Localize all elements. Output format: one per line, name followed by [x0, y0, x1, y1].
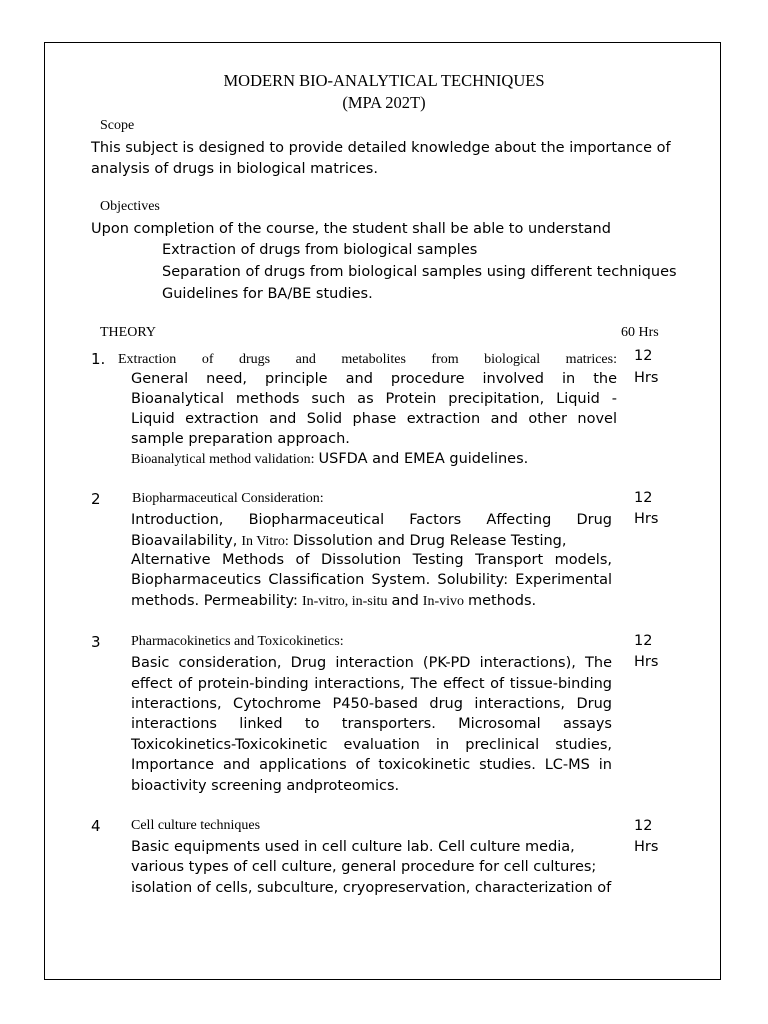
scope-line: analysis of drugs in biological matrices.	[91, 161, 378, 177]
unit-text-line	[131, 592, 536, 610]
unit-hours-unit: Hrs	[634, 370, 659, 386]
objective-item: Guidelines for BA/BE studies.	[162, 286, 373, 302]
page-title: MODERN BIO-ANALYTICAL TECHNIQUES	[223, 71, 545, 90]
objective-item: Extraction of drugs from biological samples	[162, 242, 478, 258]
objective-item: Separation of drugs from biological samples using different techniques	[162, 264, 677, 280]
unit-text-line: Introduction, Biopharmaceutical Factors Affecting Drug	[131, 512, 612, 528]
unit-hours-unit: Hrs	[634, 839, 659, 855]
unit-text-line: isolation of cells, subculture, cryopreservation, characterization of	[131, 880, 612, 896]
course-code: (MPA 202T)	[342, 93, 426, 112]
unit-number: 3	[91, 633, 101, 651]
unit-hours-unit: Hrs	[634, 511, 659, 527]
unit-text-line: bioactivity screening andproteomics.	[131, 778, 400, 794]
unit-text-line: Bioanalytical methods such as Protein precipitation, Liquid -	[131, 391, 617, 407]
unit-text-line: Basic consideration, Drug interaction (PK-PD interactions), The	[131, 655, 612, 671]
unit-number: 1.	[91, 350, 106, 368]
unit-text-line: Importance and applications of toxicokinetic studies. LC-MS in	[131, 757, 612, 773]
unit-heading: Extraction of drugs and metabolites from biological matrices:	[118, 352, 617, 367]
unit-text-line: Biopharmaceutics Classification System. Solubility: Experimental	[131, 572, 612, 588]
text-fragment: Dissolution and Drug Release Testing,	[292, 533, 567, 549]
unit-text-line: interactions, Cytochrome P450-based drug interactions, Drug	[131, 696, 612, 712]
unit-text-line: interactions linked to transporters. Microsomal assays	[131, 716, 612, 732]
unit-hours: 12	[634, 818, 653, 834]
text-fragment: In Vitro:	[241, 534, 289, 549]
unit-hours: 12	[634, 633, 653, 649]
theory-label: THEORY	[100, 325, 156, 340]
unit-text-line: effect of protein-binding interactions, The effect of tissue-binding	[131, 676, 612, 692]
unit-number: 2	[91, 490, 101, 508]
unit-text-line: Alternative Methods of Dissolution Testing Transport models,	[131, 552, 612, 568]
unit-heading: Pharmacokinetics and Toxicokinetics:	[131, 634, 344, 649]
unit-heading: Cell culture techniques	[131, 818, 261, 833]
unit-hours: 12	[634, 348, 653, 364]
objectives-label: Objectives	[100, 199, 160, 214]
unit-hours: 12	[634, 490, 653, 506]
validation-text: USFDA and EMEA guidelines.	[318, 451, 529, 467]
validation-line	[131, 450, 528, 468]
unit-text-line: Toxicokinetics-Toxicokinetic evaluation in preclinical studies,	[131, 737, 612, 753]
scope-label: Scope	[100, 118, 135, 133]
theory-total-hours: 60 Hrs	[621, 325, 659, 340]
validation-label: Bioanalytical method validation:	[131, 452, 315, 467]
text-fragment: Bioavailability,	[131, 533, 238, 549]
unit-text-line: Basic equipments used in cell culture lab. Cell culture media,	[131, 839, 575, 855]
unit-text-line: sample preparation approach.	[131, 431, 350, 447]
text-fragment: methods. Permeability:	[131, 593, 298, 609]
unit-heading: Biopharmaceutical Consideration:	[132, 491, 324, 506]
unit-text-line	[131, 532, 566, 550]
unit-text-line: Liquid extraction and Solid phase extraction and other novel	[131, 411, 617, 427]
text-fragment: In-vivo	[422, 594, 464, 609]
text-fragment: In-vitro, in-situ	[301, 594, 388, 609]
unit-text-line: General need, principle and procedure involved in the	[131, 371, 617, 387]
text-fragment: methods.	[468, 593, 537, 609]
objectives-intro: Upon completion of the course, the student shall be able to understand	[91, 221, 611, 237]
unit-hours-unit: Hrs	[634, 654, 659, 670]
unit-number: 4	[91, 817, 101, 835]
unit-text-line: various types of cell culture, general procedure for cell cultures;	[131, 859, 597, 875]
scope-line: This subject is designed to provide detailed knowledge about the importance of	[91, 140, 671, 156]
text-fragment: and	[391, 593, 419, 609]
